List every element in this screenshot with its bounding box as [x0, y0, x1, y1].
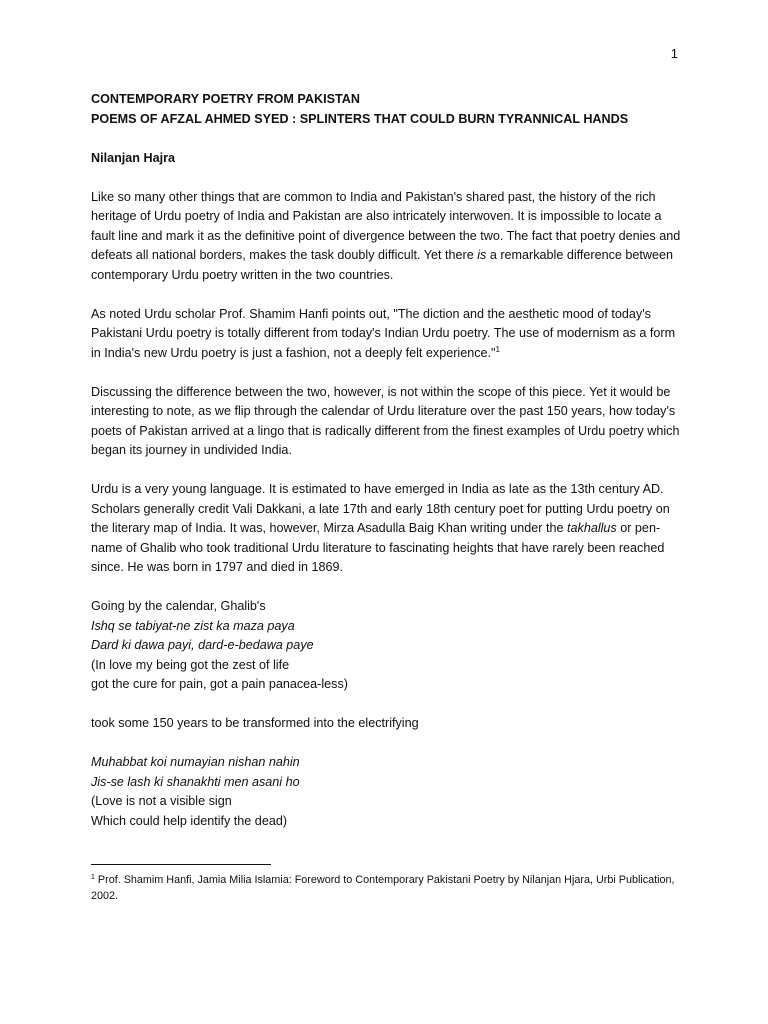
stanza-1-translation-line-1: (In love my being got the zest of life [91, 657, 290, 672]
document-body [91, 90, 683, 831]
page-number: 1 [670, 46, 678, 61]
stanza-2-translation-line-2: Which could help identify the dead) [91, 813, 288, 828]
stanza-2-urdu-line-2: Jis-se lash ki shanakhti men asani ho [91, 774, 300, 789]
paragraph-2 [91, 305, 683, 364]
footnote-reference[interactable]: 1 [495, 344, 500, 354]
paragraph-1-text-b: a remarkable difference between contemporary Urdu poetry written in the two countries. [91, 248, 674, 282]
paragraph-4 [91, 480, 683, 578]
title-line-1: CONTEMPORARY POETRY FROM PAKISTAN [91, 92, 360, 106]
paragraph-1-text-a: Like so many other things that are common to India and Pakistan's shared past, the history of the rich heritage of Urdu poetry of India and Pakistan are also intricately interwoven. It is impossible to locate a fault line and mark it as the definitive point of divergence between the two. The fact that poetry denies and defeats all national borders, makes the task doubly difficult. Yet there [91, 189, 681, 262]
stanza-2-urdu-line-1: Muhabbat koi numayian nishan nahin [91, 755, 300, 769]
footnote-marker: 1 [91, 874, 95, 881]
stanza-1-translation-line-2: got the cure for pain, got a pain panacea-less) [91, 677, 348, 691]
paragraph-3: Discussing the difference between the two, however, is not within the scope of this piece. Yet it would be interesting to note, as we flip through the calendar of Urdu literature over the past 150 years, how today's poets of Pakistan arrived at a lingo that is radically different from the finest examples of Urdu poetry which began its journey in undivided India. [91, 384, 680, 457]
author-name: Nilanjan Hajra [91, 150, 175, 165]
footnote-divider [91, 864, 271, 865]
paragraph-1-italic: is [477, 248, 487, 262]
paragraph-2-text: As noted Urdu scholar Prof. Shamim Hanfi points out, "The diction and the aesthetic mood of today's Pakistani Urdu poetry is totally different from today's Indian Urdu poetry. The use of modernism as a form in India's new Urdu poetry is just a fashion, not a deeply felt experience." [91, 306, 676, 360]
paragraph-4-text-b: or pen-name of Ghalib who took traditional Urdu literature to fascinating heights that have rarely been reached since. He was born in 1797 and died in 1869. [91, 521, 665, 574]
stanza-1 [91, 597, 683, 695]
paragraph-4-text-a: Urdu is a very young language. It is estimated to have emerged in India as late as the 13th century AD. Scholars generally credit Vali Dakkani, a late 17th and early 18th century poet for putting Urdu poetry on the literary map of India. It was, however, Mirza Asadulla Baig Khan writing under the [91, 482, 670, 535]
title-line-2: POEMS OF AFZAL AHMED SYED : SPLINTERS THAT COULD BURN TYRANNICAL HANDS [91, 111, 629, 126]
transition-line: took some 150 years to be transformed into the electrifying [91, 716, 419, 730]
stanza-2 [91, 753, 683, 831]
stanza-1-urdu-line-1: Ishq se tabiyat-ne zist ka maza paya [91, 618, 295, 633]
stanza-1-intro: Going by the calendar, Ghalib's [91, 599, 266, 613]
stanza-1-urdu-line-2: Dard ki dawa payi, dard-e-bedawa paye [91, 638, 314, 652]
stanza-2-translation-line-1: (Love is not a visible sign [91, 794, 232, 808]
paragraph-4-italic: takhallus [567, 521, 617, 535]
footnote-text: Prof. Shamim Hanfi, Jamia Milia Islamia: Foreword to Contemporary Pakistani Poetry by Nilanjan Hjara, Urbi Publication, 2002. [91, 874, 675, 902]
paragraph-1 [91, 188, 683, 286]
footnote [91, 872, 683, 904]
